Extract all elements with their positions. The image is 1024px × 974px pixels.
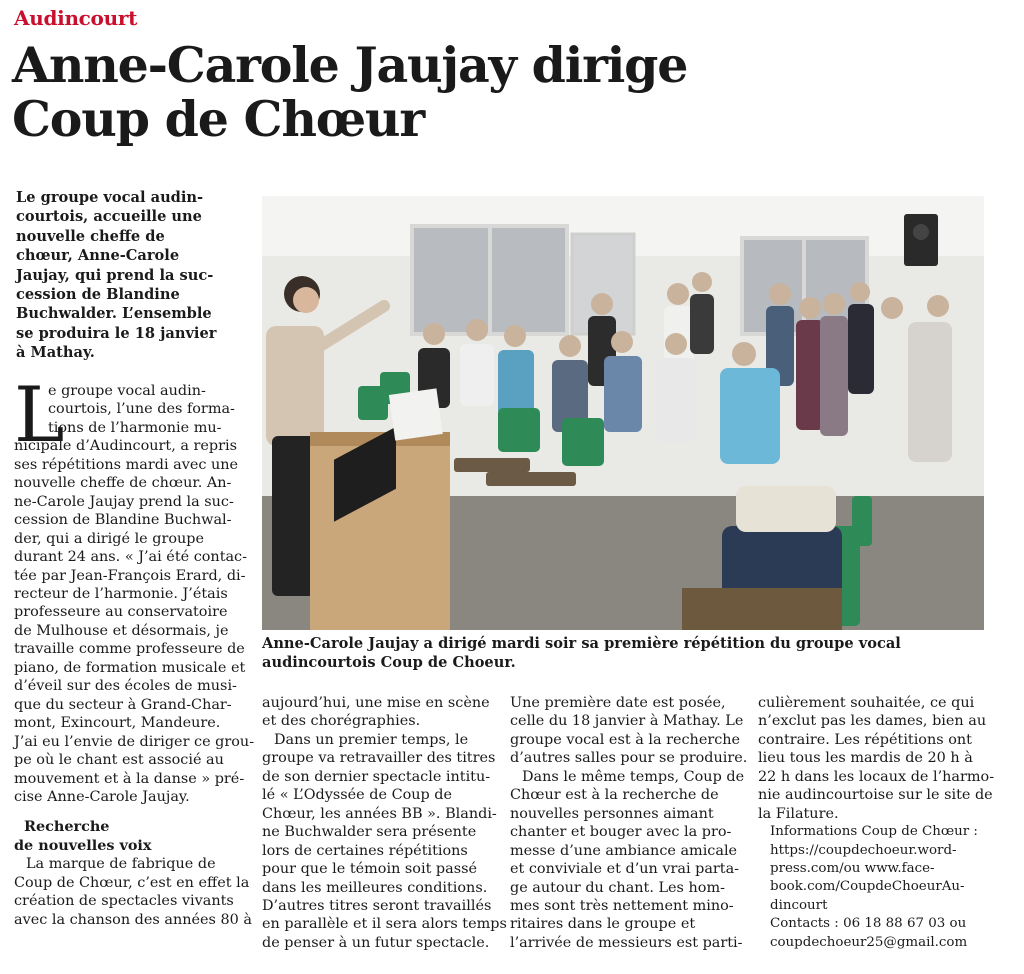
headline-line: Coup de Chœur [12, 90, 424, 148]
body-line: aujourd’hui, une mise en scène [262, 695, 490, 711]
body-line: pe où le chant est associé au [14, 752, 224, 769]
body-line: l’arrivée de messieurs est parti- [510, 934, 743, 951]
body-line: d’éveil sur des écoles de musi- [14, 678, 237, 695]
body-line: et des chorégraphies. [262, 713, 421, 730]
body-line: nicipale d’Audincourt, a repris [14, 438, 237, 455]
lede-line: Jaujay, qui prend la suc- [16, 266, 214, 284]
lede [16, 188, 241, 363]
subhead-line: Recherche [24, 818, 110, 836]
body-line: nouvelles personnes aimant [510, 805, 714, 822]
body-line: cise Anne-Carole Jaujay. [14, 788, 190, 805]
body-line: Dans le même temps, Coup de [522, 768, 745, 785]
drop-cap: L [14, 370, 65, 459]
lede-line: à Mathay. [16, 344, 95, 362]
caption-line: Anne-Carole Jaujay a dirigé mardi soir sa première répétition du groupe vocal [262, 635, 901, 652]
info-link[interactable]: press.com/ou www.face- [770, 860, 935, 876]
lede-line: cession de Blandine [16, 286, 180, 304]
body-line: e groupe vocal audin- [48, 383, 206, 399]
body-line: lé « L’Odyssée de Coup de [262, 787, 453, 804]
info-line: Contacts : 06 18 88 67 03 ou [770, 916, 967, 932]
body-line: et conviviale et d’un vrai parta- [510, 861, 740, 878]
body-line: ne-Carole Jaujay prend la suc- [14, 493, 234, 510]
body-column-2 [262, 694, 507, 952]
body-column-4 [758, 694, 995, 952]
body-line: d’autres salles pour se produire. [510, 750, 748, 767]
body-line: courtois, l’une des forma- [48, 401, 235, 418]
body-line: tée par Jean-François Erard, di- [14, 567, 246, 584]
info-link[interactable]: https://coupdechoeur.word- [770, 842, 957, 858]
body-line: lieu tous les mardis de 20 h à [758, 750, 973, 767]
body-line: nie audincourtoise sur le site de [758, 787, 993, 804]
body-column-1 [14, 370, 255, 929]
lede-line: nouvelle cheffe de [16, 227, 165, 245]
body-column-3 [510, 694, 748, 952]
body-line: groupe va retravailler des titres [262, 750, 496, 767]
body-line: durant 24 ans. « J’ai été contac- [14, 549, 247, 566]
body-line: culièrement souhaitée, ce qui [758, 695, 975, 711]
body-line: mes sont très nettement mino- [510, 897, 734, 914]
body-line: mont, Exincourt, Mandeure. [14, 715, 221, 732]
lede-line: Le groupe vocal audin- [16, 189, 204, 206]
body-line: cession de Blandine Buchwal- [14, 512, 232, 529]
body-line: groupe vocal est à la recherche [510, 731, 741, 748]
body-line: de Mulhouse et désormais, je [14, 622, 229, 639]
body-line: piano, de formation musicale et [14, 659, 246, 676]
lede-line: courtois, accueille une [16, 208, 202, 226]
body-line: messe d’une ambiance amicale [510, 842, 738, 859]
body-line: Chœur est à la recherche de [510, 787, 719, 804]
body-line: ge autour du chant. Les hom- [510, 879, 725, 896]
info-box [770, 823, 988, 952]
body-line: lors de certaines répétitions [262, 842, 468, 859]
body-line: Chœur, les années BB ». Blandi- [262, 805, 497, 822]
headline [12, 38, 1012, 146]
body-line: création de spectacles vivants [14, 893, 234, 910]
body-line: Une première date est posée, [510, 695, 726, 711]
photo-caption [262, 634, 984, 673]
body-line: recteur de l’harmonie. J’étais [14, 585, 228, 602]
body-line: 22 h dans les locaux de l’harmo- [758, 768, 995, 785]
body-line: la Filature. [758, 805, 839, 822]
body-line: ne Buchwalder sera présente [262, 824, 477, 841]
info-link[interactable]: dincourt [770, 897, 828, 913]
body-line: der, qui a dirigé le groupe [14, 530, 205, 547]
body-line: tions de l’harmonie mu- [48, 419, 222, 436]
body-line: ritaires dans le groupe et [510, 916, 696, 933]
body-line: pour que le témoin soit passé [262, 861, 478, 878]
body-line: nouvelle cheffe de chœur. An- [14, 475, 232, 492]
body-line: J’ai eu l’envie de diriger ce grou- [14, 733, 255, 750]
info-line: Informations Coup de Chœur : [770, 824, 978, 840]
body-line: que du secteur à Grand-Char- [14, 696, 232, 713]
body-line: mouvement et à la danse » pré- [14, 770, 245, 787]
body-line: travaille comme professeure de [14, 641, 245, 658]
body-line: ses répétitions mardi avec une [14, 456, 239, 473]
article-photo [262, 196, 984, 630]
lede-line: chœur, Anne-Carole [16, 247, 180, 265]
info-email[interactable]: coupdechoeur25@gmail.com [770, 934, 968, 950]
body-line: n’exclut pas les dames, bien au [758, 713, 987, 730]
body-line: La marque de fabrique de [26, 856, 216, 873]
body-line: celle du 18 janvier à Mathay. Le [510, 713, 744, 730]
body-line: D’autres titres seront travaillés [262, 897, 492, 914]
body-line: professeure au conservatoire [14, 604, 228, 621]
info-link[interactable]: book.com/CoupdeChoeurAu- [770, 879, 965, 895]
lede-line: se produira le 18 janvier [16, 324, 217, 342]
body-line: avec la chanson des années 80 à [14, 911, 252, 928]
body-line: chanter et bouger avec la pro- [510, 824, 732, 841]
body-line: de son dernier spectacle intitu- [262, 768, 491, 785]
headline-line: Anne-Carole Jaujay dirige [12, 36, 688, 94]
body-line: contraire. Les répétitions ont [758, 731, 972, 748]
body-line: Dans un premier temps, le [274, 731, 469, 748]
section-locality: Audincourt [14, 6, 138, 30]
subhead-line: de nouvelles voix [14, 836, 152, 854]
lede-line: Buchwalder. L’ensemble [16, 305, 212, 323]
body-line: de penser à un futur spectacle. [262, 934, 490, 951]
body-line: Coup de Chœur, c’est en effet la [14, 874, 250, 891]
body-line: dans les meilleures conditions. [262, 879, 488, 896]
caption-line: audincourtois Coup de Choeur. [262, 654, 516, 672]
body-line: en parallèle et il sera alors temps [262, 916, 507, 933]
